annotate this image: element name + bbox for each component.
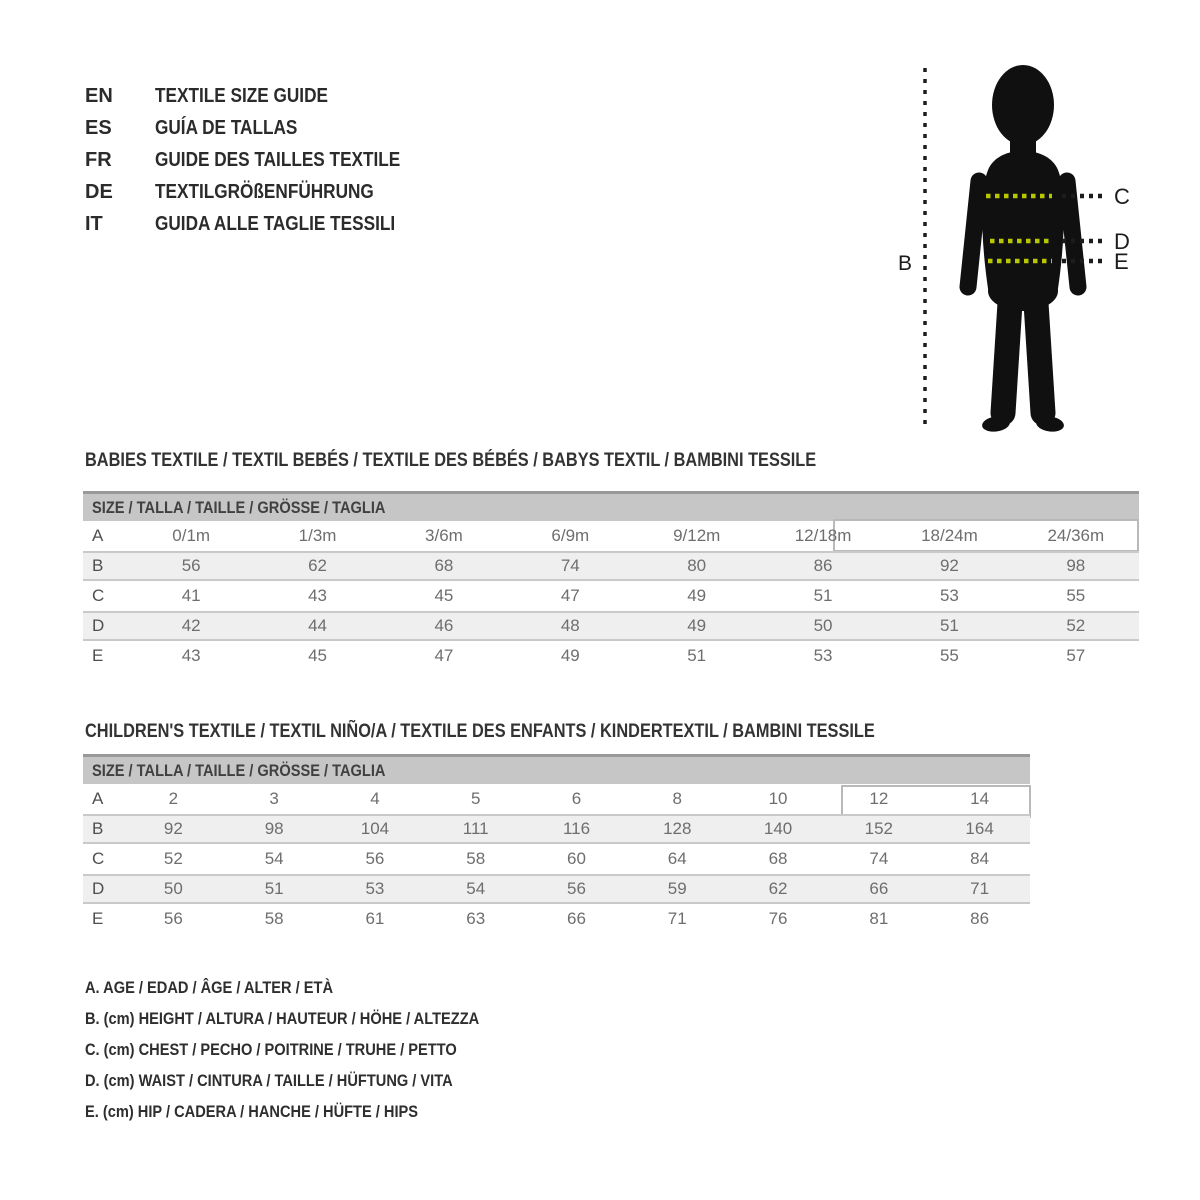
lang-code: EN: [85, 84, 113, 107]
measurement-figure: [890, 55, 1150, 440]
size-cell: 51: [939, 616, 959, 635]
size-cell: 52: [163, 849, 183, 868]
size-cell: 2: [168, 789, 179, 808]
row-label: C: [92, 849, 105, 868]
size-cell: 12/18m: [794, 526, 852, 545]
size-cell: 58: [466, 849, 486, 868]
size-cell: 128: [663, 819, 692, 838]
size-cell: 64: [667, 849, 687, 868]
size-cell: 56: [163, 909, 183, 928]
table-row-hip: [83, 904, 1030, 934]
size-cell: 51: [813, 586, 833, 605]
measurement-legend: [85, 972, 543, 1127]
lang-title: GUIDA ALLE TAGLIE TESSILI: [155, 212, 396, 235]
size-cell: 86: [813, 556, 833, 575]
size-cell: 51: [687, 646, 707, 665]
size-cell: 52: [1066, 616, 1086, 635]
size-cell: 4: [370, 789, 380, 808]
children-size-table: [83, 754, 1030, 934]
size-cell: 74: [560, 556, 580, 575]
size-cell: 49: [687, 586, 707, 605]
size-cell: 48: [560, 616, 580, 635]
legend-height: B. (cm) HEIGHT / ALTURA / HAUTEUR / HÖHE / ALTEZZA: [85, 1008, 480, 1028]
size-cell: 41: [181, 586, 201, 605]
size-cell: 3: [269, 789, 279, 808]
size-cell: 81: [869, 909, 889, 928]
size-cell: 84: [970, 849, 990, 868]
row-label: A: [92, 526, 104, 545]
size-cell: 50: [163, 879, 183, 898]
size-cell: 6/9m: [551, 526, 590, 545]
size-cell: 58: [264, 909, 284, 928]
size-cell: 111: [462, 819, 489, 838]
size-cell: 46: [434, 616, 454, 635]
size-cell: 3/6m: [425, 526, 463, 545]
size-cell: 76: [768, 909, 788, 928]
size-cell: 56: [567, 879, 586, 898]
row-label: C: [92, 586, 105, 605]
table-row-chest: [83, 844, 1030, 874]
size-cell: 56: [181, 556, 201, 575]
legend-age: A. AGE / EDAD / ÂGE / ALTER / ETÀ: [85, 977, 334, 997]
row-label: A: [92, 789, 104, 808]
size-cell: 68: [434, 556, 454, 575]
size-header-label: SIZE / TALLA / TAILLE / GRÖSSE / TAGLIA: [92, 497, 386, 517]
size-cell: 44: [308, 616, 328, 635]
size-cell: 104: [360, 819, 390, 838]
size-cell: 92: [939, 556, 959, 575]
size-cell: 66: [567, 909, 586, 928]
size-cell: 12: [869, 789, 889, 808]
size-cell: 8: [672, 789, 682, 808]
lang-row-en: [85, 80, 440, 112]
size-cell: 53: [813, 646, 833, 665]
waist-label: D: [1114, 229, 1130, 254]
size-cell: 54: [466, 879, 486, 898]
table-row-waist: [83, 611, 1139, 641]
size-cell: 42: [181, 616, 201, 635]
hip-label: E: [1114, 249, 1129, 274]
size-cell: 45: [308, 646, 328, 665]
size-cell: 57: [1066, 646, 1086, 665]
children-table-header: [83, 754, 1030, 784]
row-label: D: [92, 879, 105, 898]
row-label: E: [92, 909, 104, 928]
size-cell: 80: [687, 556, 707, 575]
size-cell: 71: [667, 909, 687, 928]
lang-code: IT: [85, 212, 103, 235]
table-row-hip: [83, 641, 1139, 671]
size-cell: 63: [466, 909, 486, 928]
height-label: B: [898, 252, 913, 275]
size-header-label: SIZE / TALLA / TAILLE / GRÖSSE / TAGLIA: [92, 760, 386, 780]
size-cell: 164: [965, 819, 994, 838]
size-cell: 62: [768, 879, 788, 898]
child-silhouette-diagram: [890, 55, 1150, 440]
legend-chest: C. (cm) CHEST / PECHO / POITRINE / TRUHE / PETTO: [85, 1039, 457, 1059]
size-cell: 1/3m: [298, 526, 337, 545]
size-cell: 5: [470, 789, 481, 808]
size-cell: 50: [813, 616, 833, 635]
size-cell: 43: [181, 646, 201, 665]
size-cell: 0/1m: [172, 526, 211, 545]
table-row-chest: [83, 581, 1139, 611]
size-cell: 49: [687, 616, 707, 635]
babies-section-title: BABIES TEXTILE / TEXTIL BEBÉS / TEXTILE DES BÉBÉS / BABYS TEXTIL / BAMBINI TESSILE: [85, 450, 817, 471]
size-cell: 6: [571, 789, 582, 808]
size-cell: 62: [308, 556, 328, 575]
size-cell: 68: [768, 849, 788, 868]
lang-title: GUÍA DE TALLAS: [155, 116, 298, 139]
row-label: B: [92, 819, 104, 838]
table-row-age: [83, 521, 1139, 551]
size-cell: 61: [365, 909, 385, 928]
size-cell: 51: [264, 879, 284, 898]
size-cell: 140: [763, 819, 793, 838]
language-title-list: [85, 80, 440, 240]
size-cell: 53: [939, 586, 959, 605]
size-cell: 71: [970, 879, 990, 898]
size-cell: 86: [970, 909, 990, 928]
lang-row-it: [85, 208, 440, 240]
lang-code: ES: [85, 116, 112, 139]
legend-hip: E. (cm) HIP / CADERA / HANCHE / HÜFTE / HIPS: [85, 1101, 419, 1121]
size-cell: 152: [864, 819, 894, 838]
size-cell: 74: [869, 849, 889, 868]
babies-size-table: [83, 491, 1139, 671]
table-row-height: [83, 814, 1030, 844]
size-cell: 45: [434, 586, 454, 605]
legend-waist: D. (cm) WAIST / CINTURA / TAILLE / HÜFTUNG / VITA: [85, 1070, 453, 1090]
size-cell: 54: [264, 849, 284, 868]
size-cell: 98: [264, 819, 284, 838]
babies-table-header: [83, 491, 1139, 521]
lang-row-es: [85, 112, 440, 144]
size-cell: 18/24m: [921, 526, 978, 545]
lang-row-de: [85, 176, 440, 208]
size-cell: 56: [365, 849, 385, 868]
chest-label: C: [1114, 184, 1130, 209]
children-section-title: CHILDREN'S TEXTILE / TEXTIL NIÑO/A / TEXTILE DES ENFANTS / KINDERTEXTIL / BAMBINI TESSILE: [85, 721, 875, 742]
table-row-height: [83, 551, 1139, 581]
size-cell: 14: [970, 789, 990, 808]
size-cell: 55: [939, 646, 959, 665]
size-cell: 116: [562, 819, 591, 838]
size-cell: 59: [667, 879, 687, 898]
size-cell: 53: [365, 879, 385, 898]
size-cell: 43: [308, 586, 328, 605]
size-cell: 47: [434, 646, 454, 665]
size-cell: 10: [768, 789, 788, 808]
lang-code: FR: [85, 148, 112, 171]
child-silhouette: [968, 65, 1078, 433]
row-label: E: [92, 646, 104, 665]
size-cell: 49: [560, 646, 580, 665]
table-row-age: [83, 784, 1030, 814]
size-cell: 98: [1066, 556, 1086, 575]
lang-code: DE: [85, 180, 113, 203]
row-label: D: [92, 616, 105, 635]
lang-title: TEXTILGRÖßENFÜHRUNG: [155, 180, 374, 203]
size-cell: 9/12m: [673, 526, 721, 545]
size-cell: 60: [567, 849, 586, 868]
size-cell: 24/36m: [1047, 526, 1105, 545]
size-cell: 92: [163, 819, 183, 838]
row-label: B: [92, 556, 104, 575]
lang-title: GUIDE DES TAILLES TEXTILE: [155, 148, 401, 171]
lang-title: TEXTILE SIZE GUIDE: [155, 84, 328, 107]
size-cell: 55: [1066, 586, 1086, 605]
size-cell: 66: [869, 879, 889, 898]
size-cell: 47: [560, 586, 580, 605]
table-row-waist: [83, 874, 1030, 904]
lang-row-fr: [85, 144, 440, 176]
